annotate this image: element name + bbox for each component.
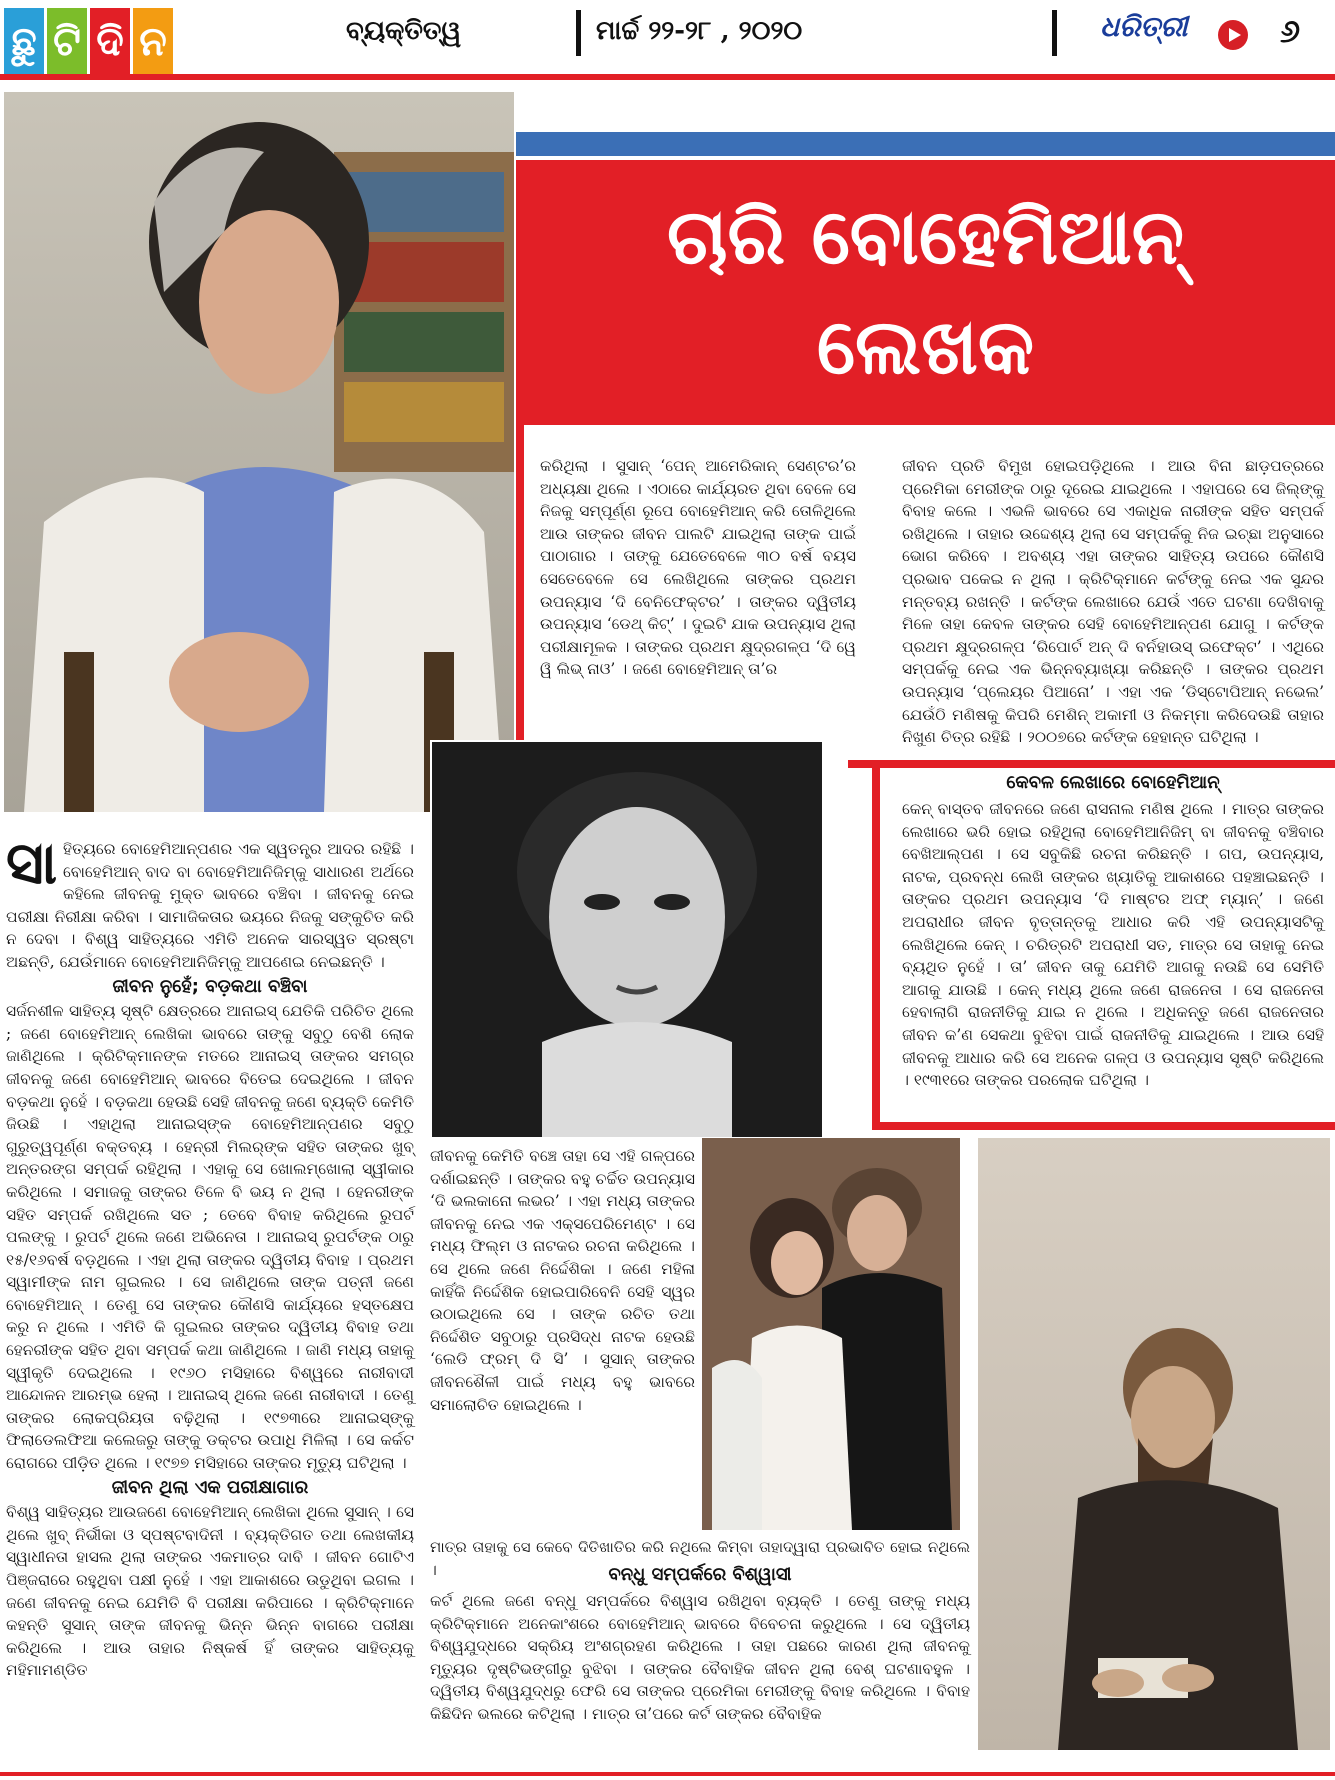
article-top-right (902, 455, 1324, 753)
article-top-middle (540, 455, 856, 690)
frame-red-vertical (872, 760, 880, 1130)
play-icon (1218, 20, 1248, 50)
section-title: ବ୍ୟକ୍ତିତ୍ୱ (346, 16, 462, 46)
photo-anais (430, 740, 820, 1135)
frame-red-vertical (516, 425, 524, 767)
headline-blue-band (516, 132, 1335, 156)
paragraph: ବିଶ୍ୱ ସାହିତ୍ୟର ଆଉଜଣେ ବୋହେମିଆନ୍ ଲେଖିକା ଥିଲେ ସୁସାନ୍ । ସେ ଥିଲେ ଖୁବ୍ ନିର୍ଭୀକା ଓ ସ୍ପଷ୍ଟବାଦିନୀ । ବ୍ୟକ୍ତିଗତ ତଥା ଲେଖକୀୟ ସ୍ୱାଧୀନତା ହାସଲ ଥିଲା ତାଙ୍କର ଏକମାତ୍ର ଦାବି । ଜୀବନ ଗୋଟିଏ ପିଞ୍ଜରାରେ ରହୁଥିବା ପକ୍ଷୀ ନୁହେଁ । ଏହା ଆକାଶରେ ଉଡୁଥିବା ଇଗଲ । ଜଣେ ଜୀବନକୁ ନେଇ ଯେମିତି ବି ପରୀକ୍ଷା କରିପାରେ । କ୍ରିଟିକ୍ମାନେ କହନ୍ତି ସୁସାନ୍ ତାଙ୍କ ଜୀବନକୁ ଭିନ୍ନ ଭିନ୍ନ ବାଗରେ ପରୀକ୍ଷା କରିଥିଲେ । ଆଉ ତାହାର ନିଷ୍କର୍ଷ ହିଁ ତାଙ୍କର ସାହିତ୍ୟକୁ ମହିମାମଣ୍ଡିତ (6, 1503, 414, 1680)
paragraph: ହିତ୍ୟରେ ବୋହେମିଆନ୍‌ପଣର ଏକ ସ୍ୱତନ୍ତ୍ର ଆଦର ରହିଛି । ବୋହେମିଆନ୍ ବାଦ ବା ବୋହେମିଆନିଜିମ୍‌କୁ ସାଧାରଣ ଅର୍ଥରେ କହିଲେ ଜୀବନକୁ ମୁକ୍ତ ଭାବରେ ବଞ୍ଚିବା । ଜୀବନକୁ ନେଇ ପରୀକ୍ଷା ନିରୀକ୍ଷା କରିବା । ସାମାଜିକତାର ଭୟରେ ନିଜକୁ ସଙ୍କୁଚିତ କରି ନ ଦେବା । ବିଶ୍ୱ ସାହିତ୍ୟରେ ଏମିତି ଅନେକ ସାରସ୍ୱତ ସ୍ରଷ୍ଟା ଅଛନ୍ତି, ଯେଉଁମାନେ ବୋହେମିଆନିଜିମ୍‌କୁ ଆପଣେଇ ନେଇଛନ୍ତି । (6, 840, 414, 971)
subhead-faith-in-friendship: ବନ୍ଧୁ ସମ୍ପର୍କରେ ବିଶ୍ୱାସୀ (608, 1564, 792, 1585)
page-number: ୬ (1280, 12, 1301, 50)
article-left (6, 829, 414, 1773)
paragraph: ଜୀବନକୁ କେମିତି ବଞ୍ଚେ ତାହା ସେ ଏହି ଗଳ୍ପରେ ଦର୍ଶାଇଛନ୍ତି । ତାଙ୍କର ବହୁ ଚର୍ଚ୍ଚିତ ଉପନ୍ୟାସ ‘ଦି ଭଲକାନୋ ଲଭର’ । ଏହା ମଧ୍ୟ ତାଙ୍କର ଜୀବନକୁ ନେଇ ଏକ ଏକ୍ସପେରିମେଣ୍ଟ । ସେ ମଧ୍ୟ ଫିଲ୍ମ ଓ ନାଟକର ରଚନା କରିଥିଲେ । ସେ ଥିଲେ ଜଣେ ନିର୍ଦ୍ଦେଶିକା । ଜଣେ ମହିଳା କାହିଁକି ନିର୍ଦ୍ଦେଶିକ ହୋଇପାରିବେନି ସେହି ସ୍ୱର ଉଠାଇଥିଲେ ସେ । ତାଙ୍କ ରଚିତ ତଥା ନିର୍ଦ୍ଦେଶିତ ସବୁଠାରୁ ପ୍ରସିଦ୍ଧ ନାଟକ ହେଉଛି ‘ଲେଡି ଫ୍ରମ୍ ଦି ସି’ । ସୁସାନ୍ ତାଙ୍କର ଜୀବନଶୈଳୀ ପାଇଁ ମଧ୍ୟ ବହୁ ଭାବରେ ସମାଲୋଚିତ ହୋଇଥିଲେ । (430, 1147, 695, 1414)
portrait-couple-illustration (702, 1138, 960, 1530)
logo-letter-2: ଟି (47, 8, 87, 76)
portrait-anais-illustration (432, 742, 822, 1137)
header-divider (576, 10, 581, 56)
logo-letter-4: ନ (133, 8, 173, 76)
article-center-middle (430, 1145, 695, 1530)
photo-couple (702, 1138, 960, 1530)
footer-rule (0, 1772, 1335, 1776)
photo-susan (4, 92, 514, 812)
paragraph: ଜୀବନ ପ୍ରତି ବିମୁଖ ହୋଇପଡ଼ିଥିଲେ । ଆଉ ବିନା ଛାଡ଼ପତ୍ରରେ ପ୍ରେମିକା ମେରୀଙ୍କ ଠାରୁ ଦୂରେଇ ଯାଇଥିଲେ । ଏହାପରେ ସେ ଜିଲ୍ଙ୍କୁ ବିବାହ କଲେ । ଏଭଳି ଭାବରେ ସେ ଏକାଧିକ ନାରୀଙ୍କ ସହିତ ସମ୍ପର୍କ ରଖିଥିଲେ । ତାହାର ଉଦ୍ଦେଶ୍ୟ ଥିଲା ସେ ସମ୍ପର୍କକୁ ନିଜ ଇଚ୍ଛା ଅନୁସାରେ ଭୋଗ କରିବେ । ଅବଶ୍ୟ ଏହା ତାଙ୍କର ସାହିତ୍ୟ ଉପରେ କୌଣସି ପ୍ରଭାବ ପକେଇ ନ ଥିଲା । କ୍ରିଟିକ୍ମାନେ କର୍ଟଙ୍କୁ ନେଇ ଏକ ସୁନ୍ଦର ମନ୍ତବ୍ୟ ରଖନ୍ତି । କର୍ଟଙ୍କ ଲେଖାରେ ଯେଉଁ ଏତେ ଘଟଣା ଦେଖିବାକୁ ମିଳେ ତାହା କେବଳ ତାଙ୍କର ସେହି ବୋହେମିଆନ୍‌ପଣ ଯୋଗୁ । କର୍ଟଙ୍କ ପ୍ରଥମ କ୍ଷୁଦ୍ରଗଳ୍ପ ‘ରିପୋର୍ଟ ଅନ୍ ଦି ବର୍ନହାଉସ୍ ଇଫେକ୍ଟ’ । ଏଥିରେ ସମ୍ପର୍କକୁ ନେଇ ଏକ ଭିନ୍ନବ୍ୟାଖ୍ୟା କରିଛନ୍ତି । ତାଙ୍କର ପ୍ରଥମ ଉପନ୍ୟାସ ‘ପ୍ଲେୟର ପିଆନୋ’ । ଏହା ଏକ ‘ଡିସ୍ଟୋପିଆନ୍ ନଭେଲ’ ଯେଉଁଠି ମଣିଷକୁ କିପରି ମେଶିନ୍ ଅକାମୀ ଓ ନିକମ୍ମା କରିଦେଉଛି ତାହାର ନିଖୁଣ ଚିତ୍ର ରହିଛି । ୨୦୦୭ରେ କର୍ଟଙ୍କ ହେହାନ୍ତ ଘଟିଥିଲା । (902, 457, 1324, 747)
brand-logo: ଧରିତ୍ରୀ (1100, 10, 1188, 43)
subhead-box (430, 1562, 970, 1587)
paragraph: ମାତ୍ର ତାହାକୁ ସେ କେବେ ଦିତିଖାତିର କରି ନଥିଲେ କିମ୍ବା ତାହାଦ୍ୱାରା ପ୍ରଭାବିତ ହୋଇ ନଥିଲେ । (430, 1538, 970, 1579)
portrait-reader-illustration (978, 1138, 1330, 1750)
subhead-box (902, 770, 1324, 795)
issue-date: ମାର୍ଚ୍ଚ ୨୨-୨୮ , ୨୦୨୦ (596, 16, 803, 46)
headline-line-2: ଲେଖକ (816, 302, 1035, 391)
paragraph: କେନ୍ ବାସ୍ତବ ଜୀବନରେ ଜଣେ ରାସନାଲ ମଣିଷ ଥିଲେ । ମାତ୍ର ତାଙ୍କର ଲେଖାରେ ଭରି ହୋଇ ରହିଥିଲା ବୋହେମିଆନିଜିମ୍ ବା ଜୀବନକୁ ବଞ୍ଚିବାର ବେଖିଆଲ୍‌ପଣ । ସେ ସବୁକିଛି ରଚନା କରିଛନ୍ତି । ଗପ, ଉପନ୍ୟାସ, ନାଟକ, ପ୍ରବନ୍ଧ ଲେଖି ତାଙ୍କର ଖ୍ୟାତିକୁ ଆକାଶରେ ପହଞ୍ଚାଇଛନ୍ତି । ତାଙ୍କର ପ୍ରଥମ ଉପନ୍ୟାସ ‘ଦି ମାଷ୍ଟର ଅଫ୍ ମ୍ୟାନ୍’ । ଜଣେ ଅପରାଧୀର ଜୀବନ ବୃତ୍ତାନ୍ତକୁ ଆଧାର କରି ଏହି ଉପନ୍ୟାସଟିକୁ ଲେଖିଥିଲେ କେନ୍ । ଚରିତ୍ରଟି ଅପରାଧୀ ସତ, ମାତ୍ର ସେ ତାହାକୁ ନେଇ ବ୍ୟଥିତ ନୁହେଁ । ତା’ ଜୀବନ ତାକୁ ଯେମିତି ଆଗକୁ ନଉଛି ସେ ସେମିତି ଆଗକୁ ଯାଉଛି । କେନ୍ ମଧ୍ୟ ଥିଲେ ଜଣେ ରାଜନେତା । ସେ ରାଜନେତା ହେବାଲାଗି ରାଜନୀତିକୁ ଯାଇ ନ ଥିଲେ । ଅଧିକନ୍ତୁ ଜଣେ ରାଜନେତାର ଜୀବନ କ’ଣ ସେକଥା ବୁଝିବା ପାଇଁ ରାଜନୀତିକୁ ଯାଇଥିଲେ । ଆଉ ସେହି ଜୀବନକୁ ଆଧାର କରି ସେ ଅନେକ ଗଳ୍ପ ଓ ଉପନ୍ୟାସ ସୃଷ୍ଟି କରିଥିଲେ । ୧୯୩୧ରେ ତାଙ୍କର ପରଲୋକ ଘଟିଥିଲା । (902, 800, 1324, 1090)
subhead-life-not-big: ଜୀବନ ନୁହେଁ; ବଡ଼କଥା ବଞ୍ଚିବା (112, 975, 308, 997)
subhead-life-laboratory: ଜୀବନ ଥିଲା ଏକ ପରୀକ୍ଷାଗାର (111, 1476, 309, 1498)
subhead-only-in-writing: କେବଳ ଲେଖାରେ ବୋହେମିଆନ୍ (1006, 772, 1220, 793)
headline-line-1: ଚାରି ବୋହେମିଆନ୍ (666, 192, 1185, 281)
article-center-bottom (430, 1590, 970, 1770)
frame-red-horizontal (848, 760, 1335, 768)
article-right-middle (902, 798, 1324, 1114)
paragraph: କର୍ଟ ଥିଲେ ଜଣେ ବନ୍ଧୁ ସମ୍ପର୍କରେ ବିଶ୍ୱାସ ରଖିଥିବା ବ୍ୟକ୍ତି । ତେଣୁ ତାଙ୍କୁ ମଧ୍ୟ କ୍ରିଟିକ୍ମାନେ ଅନେକାଂଶରେ ବୋହେମିଆନ୍ ଭାବରେ ବିବେଚନା କରୁଥିଲେ । ସେ ଦ୍ୱିତୀୟ ବିଶ୍ୱଯୁଦ୍ଧରେ ସକ୍ରିୟ ଅଂଶଗ୍ରହଣ କରିଥିଲେ । ତାହା ପଛରେ କାରଣ ଥିଲା ଜୀବନକୁ ମୃତ୍ୟୁର ଦୃଷ୍ଟିଭଙ୍ଗୀରୁ ବୁଝିବା । ତାଙ୍କର ବୈବାହିକ ଜୀବନ ଥିଲା ବେଶ୍ ଘଟଣାବହୁଳ । ଦ୍ୱିତୀୟ ବିଶ୍ୱଯୁଦ୍ଧରୁ ଫେରି ସେ ତାଙ୍କର ପ୍ରେମିକା ମେରୀଙ୍କୁ ବିବାହ କରିଥିଲେ । ବିବାହ କିଛିଦିନ ଭଲରେ କଟିଥିଲା । ମାତ୍ର ତା’ପରେ କର୍ଟ ତାଙ୍କର ବୈବାହିକ (430, 1592, 970, 1723)
header-rule (0, 74, 1335, 80)
photo-reading-man (978, 1138, 1330, 1750)
logo-letter-1: ଛୁ (4, 8, 44, 76)
portrait-susan-illustration (4, 92, 514, 812)
masthead-logo (4, 8, 184, 80)
paragraph: କରିଥିଲା । ସୁସାନ୍ ‘ପେନ୍ ଆମେରିକାନ୍ ସେଣ୍ଟର’ର ଅଧ୍ୟକ୍ଷା ଥିଲେ । ଏଠାରେ କାର୍ଯ୍ୟରତ ଥିବା ବେଳେ ସେ ନିଜକୁ ସମ୍ପୂର୍ଣ୍ଣ ରୂପେ ବୋହେମିଆନ୍ କରି ତୋଳିଥିଲେ ଆଉ ତାଙ୍କର ଜୀବନ ପାଲଟି ଯାଇଥିଲା ତାଙ୍କ ପାଇଁ ପାଠାଗାର । ତାଙ୍କୁ ଯେତେବେଳେ ୩୦ ବର୍ଷ ବୟସ ସେତେବେଳେ ସେ ଲେଖିଥିଲେ ତାଙ୍କର ପ୍ରଥମ ଉପନ୍ୟାସ ‘ଦି ବେନିଫେକ୍ଟର’ । ତାଙ୍କର ଦ୍ୱିତୀୟ ଉପନ୍ୟାସ ‘ଡେଥ୍ କିଟ୍’ । ଦୁଇଟି ଯାକ ଉପନ୍ୟାସ ଥିଲା ପରୀକ୍ଷାମୂଳକ । ତାଙ୍କର ପ୍ରଥମ କ୍ଷୁଦ୍ରଗଳ୍ପ ‘ଦି ୱେ ୱି ଲିଭ୍ ନାଓ’ । ଜଣେ ବୋହେମିଆନ୍ ତା’ର (540, 457, 856, 679)
frame-red-horizontal (872, 1122, 1335, 1130)
headline-box (516, 160, 1335, 425)
logo-letter-3: ଦି (90, 8, 130, 76)
header-divider (1052, 10, 1057, 56)
paragraph: ସର୍ଜନଶୀଳ ସାହିତ୍ୟ ସୃଷ୍ଟି କ୍ଷେତ୍ରରେ ଆନାଇସ୍ ଯେତିକି ପରିଚିତ ଥିଲେ ; ଜଣେ ବୋହେମିଆନ୍ ଲେଖିକା ଭାବରେ ତାଙ୍କୁ ସବୁଠୁ ବେଶି ଲୋକ ଜାଣିଥିଲେ । କ୍ରିଟିକ୍ମାନଙ୍କ ମତରେ ଆନାଇସ୍ ତାଙ୍କର ସମଗ୍ର ଜୀବନକୁ ଜଣେ ବୋହେମିଆନ୍ ଭାବରେ ବିତେଇ ଦେଇଥିଲେ । ଜୀବନ ବଡ଼କଥା ନୁହେଁ । ବଡ଼କଥା ହେଉଛି ସେହି ଜୀବନକୁ ଜଣେ ବ୍ୟକ୍ତି କେମିତି ଜିଉଛି । ଏହାଥିଲା ଆନାଇସ୍‌ଙ୍କ ବୋହେମିଆନ୍‌ପଣର ସବୁଠୁ ଗୁରୁତ୍ୱପୂର୍ଣ୍ଣ ବକ୍ତବ୍ୟ । ହେନ୍ରୀ ମିଲର୍‌ଙ୍କ ସହିତ ତାଙ୍କର ଖୁବ୍ ଅନ୍ତରଙ୍ଗ ସମ୍ପର୍କ ରହିଥିଲା । ଏହାକୁ ସେ ଖୋଲମ୍ଖୋଲା ସ୍ୱୀକାର କରିଥିଲେ । ସମାଜକୁ ତାଙ୍କର ତିଳେ ବି ଭୟ ନ ଥିଲା । ହେନରୀଙ୍କ ସହିତ ସମ୍ପର୍କ ରଖିଥିଲେ ସତ ; ତେବେ ବିବାହ କରିଥିଲେ ରୁପର୍ଟ ପଲଙ୍କୁ । ରୁପର୍ଟ ଥିଲେ ଜଣେ ଅଭିନେତା । ଆନାଇସ୍ ରୁପର୍ଟଙ୍କ ଠାରୁ ୧୫/୧୬ବର୍ଷ ବଡ଼ଥିଲେ । ଏହା ଥିଲା ତାଙ୍କର ଦ୍ୱିତୀୟ ବିବାହ । ପ୍ରଥମ ସ୍ୱାମୀଙ୍କ ନାମ ଗୁଇଲର । ସେ ଜାଣିଥିଲେ ତାଙ୍କ ପତ୍ନୀ ଜଣେ ବୋହେମିଆନ୍ । ତେଣୁ ସେ ତାଙ୍କର କୌଣସି କାର୍ଯ୍ୟରେ ହସ୍ତକ୍ଷେପ କରୁ ନ ଥିଲେ । ଏମିତି କି ଗୁଇଲର ତାଙ୍କର ଦ୍ୱିତୀୟ ବିବାହ ତଥା ହେନରୀଙ୍କ ସହିତ ଥିବା ସମ୍ପର୍କ କଥା ଜାଣିଥିଲେ । ଜାଣି ମଧ୍ୟ ତାହାକୁ ସ୍ୱୀକୃତି ଦେଇଥିଲେ । ୧୯୬୦ ମସିହାରେ ବିଶ୍ୱରେ ନାରୀବାଦୀ ଆନ୍ଦୋଳନ ଆରମ୍ଭ ହେଲା । ଆନାଇସ୍ ଥିଲେ ଜଣେ ନାରୀବାଦୀ । ତେଣୁ ତାଙ୍କର ଲୋକପ୍ରିୟତା ବଢ଼ିଥିଲା । ୧୯୭୩ରେ ଆନାଇସ୍‌ଙ୍କୁ ଫିଲାଡେଲଫିଆ କଲେଜରୁ ତାଙ୍କୁ ଡକ୍ଟର ଉପାଧି ମିଳିଲା । ସେ କର୍କଟ ରୋଗରେ ପୀଡ଼ିତ ଥିଲେ । ୧୯୭୭ ମସିହାରେ ତାଙ୍କର ମୃତ୍ୟୁ ଘଟିଥିଲା । (6, 1002, 414, 1473)
drop-cap: ସା (6, 829, 58, 897)
